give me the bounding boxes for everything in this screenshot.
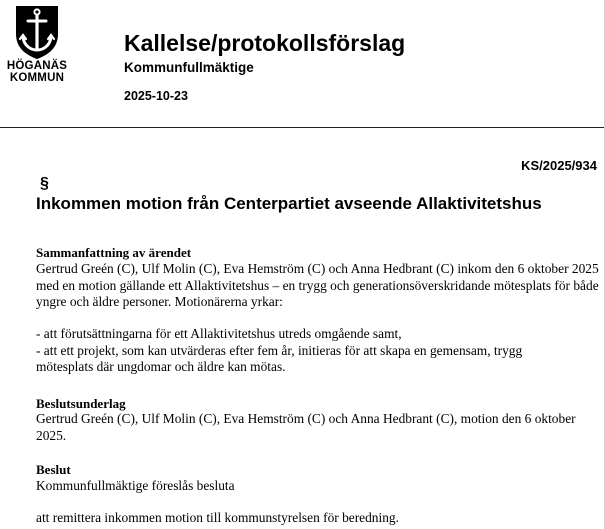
paragraph-sign: § (40, 175, 49, 192)
decision-proposal: Kommunfullmäktige föreslås besluta (36, 478, 235, 493)
decision-title: Beslut (36, 462, 71, 477)
decision-text: att remittera inkommen motion till kommunstyrelsen för beredning. (36, 510, 399, 525)
municipality-name-line-1: HÖGANÄS (6, 60, 68, 72)
case-heading: Inkommen motion från Centerpartiet avseende Allaktivitetshus (36, 194, 542, 213)
summary-line: med en motion gällande ett Allaktivitetshus – en trygg och generationsöverskridande mötesplats för både (36, 277, 599, 293)
document-date: 2025-10-23 (124, 89, 188, 103)
basis-line: 2025. (36, 427, 67, 443)
demands-list (36, 326, 602, 376)
basis-line: Gertrud Greén (C), Ulf Molin (C), Eva Hemström (C) och Anna Hedbrant (C), motion den 6 oktober (36, 411, 576, 426)
summary-line: yngre och äldre personer. Motionärerna yrkar: (36, 294, 283, 309)
summary-title: Sammanfattning av ärendet (36, 245, 192, 260)
municipality-name (4, 60, 70, 84)
municipality-name-line-2: KOMMUN (9, 72, 65, 84)
header-divider (0, 127, 605, 128)
basis-title: Beslutsunderlag (36, 396, 126, 411)
document-subtitle: Kommunfullmäktige (124, 60, 254, 75)
summary-text (36, 261, 602, 311)
municipality-logo (4, 4, 70, 84)
demand-item: mötesplats där ungdomar och äldre kan mötas. (36, 359, 286, 374)
case-number: KS/2025/934 (521, 158, 597, 173)
demand-item: - att ett projekt, som kan utvärderas efter fem år, initieras för att skapa en gemensam, trygg (36, 342, 523, 358)
demand-item: - att förutsättningarna för ett Allaktivitetshus utreds omgående samt, (36, 326, 402, 341)
summary-line: Gertrud Greén (C), Ulf Molin (C), Eva Hemström (C) och Anna Hedbrant (C) inkom den 6 oktober 2025 (36, 261, 599, 276)
coat-of-arms-icon (14, 4, 60, 60)
basis-text (36, 411, 602, 444)
document-title: Kallelse/protokollsförslag (124, 30, 406, 56)
